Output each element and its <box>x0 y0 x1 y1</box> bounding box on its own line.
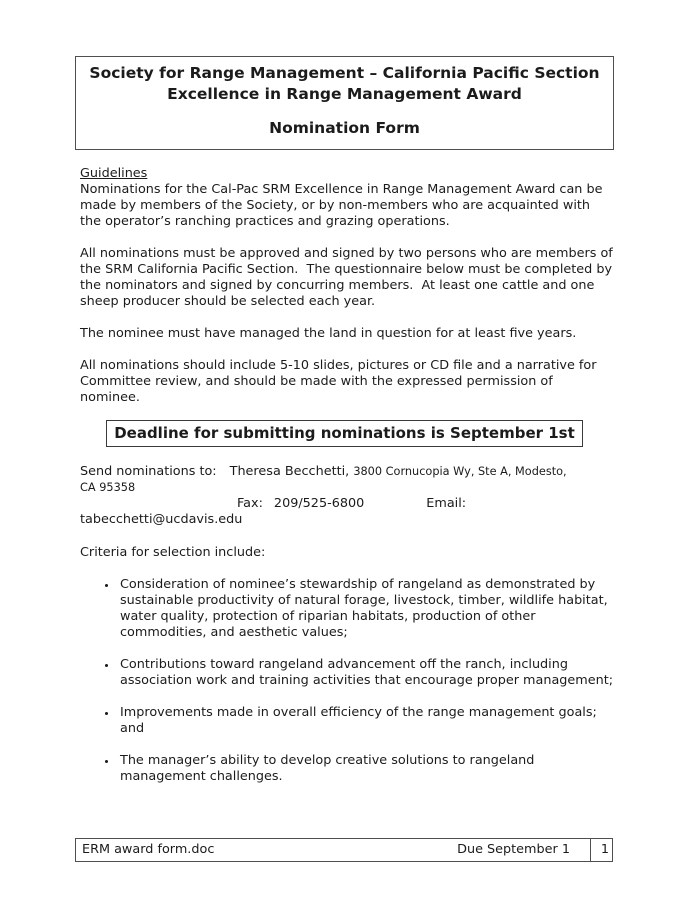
guidelines-paragraph-3: The nominee must have managed the land in question for at least five years. <box>80 326 577 341</box>
fax-label: Fax: <box>237 496 263 511</box>
criteria-bullet-3: • Improvements made in overall efficiency of the range management goals; and <box>118 705 614 737</box>
criteria-bullet-2: • Contributions toward rangeland advancement off the ranch, including association work and training activities that encourage proper management; <box>118 657 614 689</box>
document-title: Society for Range Management – California Pacific Section <box>89 64 600 82</box>
page-footer <box>75 838 613 862</box>
guidelines-section <box>80 166 614 406</box>
send-label: Send nominations to: <box>80 464 217 479</box>
guidelines-heading: Guidelines <box>80 166 148 181</box>
footer-page-number: 1 <box>590 839 612 861</box>
deadline-notice: Deadline for submitting nominations is September 1st <box>106 420 583 447</box>
criteria-bullet-4: • The manager’s ability to develop creative solutions to rangeland management challenges. <box>118 753 614 785</box>
footer-filename: ERM award form.doc <box>82 842 215 857</box>
fax-email-line <box>237 496 614 512</box>
email-address: tabecchetti@ucdavis.edu <box>80 512 243 527</box>
recipient-name: Theresa Becchetti, <box>229 464 350 479</box>
fax-number: 209/525-6800 <box>273 496 365 511</box>
recipient-address-line2: CA 95358 <box>80 481 136 494</box>
guidelines-paragraph-2: All nominations must be approved and signed by two persons who are members of the SRM California Pacific Section. The questionnaire below must be completed by the nominators and signed by concurring members. At least one cattle and one sheep producer should be selected each year. <box>80 246 613 309</box>
criteria-bullet-1: • Consideration of nominee’s stewardship of rangeland as demonstrated by sustainable productivity of natural forage, livestock, timber, wildlife habitat, water quality, protection of riparian habitats, production of other commodities, and aesthetic values; <box>118 577 614 641</box>
send-nominations-section <box>80 464 614 528</box>
recipient-address-line1: 3800 Cornucopia Wy, Ste A, Modesto, <box>353 465 567 478</box>
send-line-1 <box>80 464 614 480</box>
guidelines-paragraph-1: Nominations for the Cal-Pac SRM Excellence in Range Management Award can be made by members of the Society, or by non-members who are acquainted with the operator’s ranching practices and grazing operations. <box>80 182 603 229</box>
form-name: Nomination Form <box>269 119 420 137</box>
footer-due-date: Due September 1 <box>457 842 570 857</box>
criteria-list <box>75 577 614 785</box>
email-label: Email: <box>426 496 467 511</box>
guidelines-paragraph-4: All nominations should include 5-10 slides, pictures or CD file and a narrative for Committee review, and should be made with the expressed permission of nominee. <box>80 358 597 405</box>
title-box <box>75 56 614 150</box>
criteria-intro: Criteria for selection include: <box>80 545 266 560</box>
document-subtitle: Excellence in Range Management Award <box>167 85 522 103</box>
